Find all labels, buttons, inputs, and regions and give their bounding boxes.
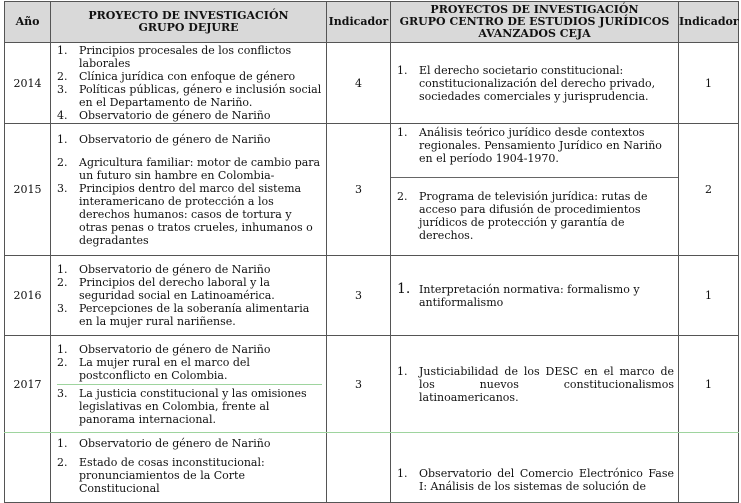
table-row: [5, 124, 739, 256]
table-row: [5, 336, 739, 433]
ceja-cell: [391, 336, 679, 433]
list-item: 1. Observatorio de género de Nariño: [57, 437, 271, 450]
dejure-cell: [51, 124, 327, 256]
list-item: 2. La mujer rural en el marco del postconflicto en Colombia.: [57, 355, 250, 382]
list-item: 1. Observatorio de género de Nariño: [57, 263, 271, 276]
year-cell: 2016: [5, 256, 51, 336]
list-item: 1. Observatorio de género de Nariño: [57, 342, 271, 356]
year-cell: [5, 433, 51, 503]
dejure-cell: [51, 336, 327, 433]
list-item: 2. Programa de televisión jurídica: rutas de acceso para difusión de procedimientos jurídicos de protección y garantía de derechos.: [391, 177, 678, 255]
dejure-header: [51, 2, 327, 43]
indicator2-header: Indicador: [679, 2, 739, 43]
year-cell: 2014: [5, 43, 51, 124]
list-item: 4. Observatorio de género de Nariño: [57, 109, 271, 122]
list-item: 3. Percepciones de la soberanía alimentaria en la mujer rural nariñense.: [57, 302, 310, 328]
ceja-header-line1: PROYECTOS DE INVESTIGACIÓN: [430, 3, 639, 16]
header-row: [5, 2, 739, 43]
dejure-cell: [51, 43, 327, 124]
indicator-cell: 3: [327, 336, 391, 433]
ceja-cell: [391, 43, 679, 124]
dejure-cell: [51, 433, 327, 503]
indicator-cell: 1: [679, 336, 739, 433]
list-item: 3. Principios dentro del marco del sistema interamericano de protección a los derechos humanos: casos de tortura y otras penas o tratos crueles, inhumanos o degradantes: [57, 181, 313, 247]
list-item: 1. Justiciabilidad de los DESC en el marco de los nuevos constitucionalismos latinoamericanos.: [397, 364, 674, 404]
dejure-cell: [51, 256, 327, 336]
indicator-cell: 3: [327, 256, 391, 336]
indicator-cell: 2: [679, 124, 739, 256]
dejure-header-line2: GRUPO DEJURE: [138, 21, 239, 34]
indicator-cell: 3: [327, 124, 391, 256]
list-item: 2. Principios del derecho laboral y la seguridad social en Latinoamérica.: [57, 276, 275, 302]
list-item: 2. Clínica jurídica con enfoque de género: [57, 70, 296, 83]
indicator-cell: 4: [327, 43, 391, 124]
ceja-cell: [391, 124, 679, 256]
year-cell: 2017: [5, 336, 51, 433]
list-item: 1. Observatorio del Comercio Electrónico Fase I: Análisis de los sistemas de solución de: [397, 467, 674, 493]
indicator-cell: 1: [679, 43, 739, 124]
indicator-cell: [679, 433, 739, 503]
ceja-header-line2: GRUPO CENTRO DE ESTUDIOS JURÍDICOS: [399, 15, 670, 28]
list-item: 1. Análisis teórico jurídico desde contextos regionales. Pensamiento Jurídico en Nariño en el período 1904-1970.: [397, 125, 662, 165]
year-cell: 2015: [5, 124, 51, 256]
list-item: 3. Políticas públicas, género e inclusión social en el Departamento de Nariño.: [57, 83, 322, 109]
table-row: [5, 433, 739, 503]
list-item: 1. Observatorio de género de Nariño: [57, 132, 271, 146]
list-item: 1. Principios procesales de los conflictos laborales: [57, 44, 292, 70]
list-item: 1. Interpretación normativa: formalismo y antiformalismo: [397, 280, 640, 309]
dejure-header-line1: PROYECTO DE INVESTIGACIÓN: [88, 9, 289, 22]
year-header: Año: [5, 2, 51, 43]
table-row: [5, 43, 739, 124]
table-row: [5, 256, 739, 336]
indicator-cell: 1: [679, 256, 739, 336]
list-item: 2. Agricultura familiar: motor de cambio para un futuro sin hambre en Colombia-: [57, 155, 321, 182]
ceja-header-line3: AVANZADOS CEJA: [478, 27, 591, 40]
list-item: 3. La justicia constitucional y las omisiones legislativas en Colombia, frente al panorama internacional.: [57, 384, 322, 426]
ceja-cell: [391, 433, 679, 503]
ceja-header: [391, 2, 679, 43]
list-item: 1. El derecho societario constitucional: constitucionalización del derecho privado, sociedades comerciales y jurisprudencia.: [397, 63, 656, 103]
list-item: 2. Estado de cosas inconstitucional: pronunciamientos de la Corte Constitucional: [57, 456, 265, 495]
indicator-cell: [327, 433, 391, 503]
ceja-cell: [391, 256, 679, 336]
indicator1-header: Indicador: [327, 2, 391, 43]
research-projects-table: [4, 1, 739, 503]
